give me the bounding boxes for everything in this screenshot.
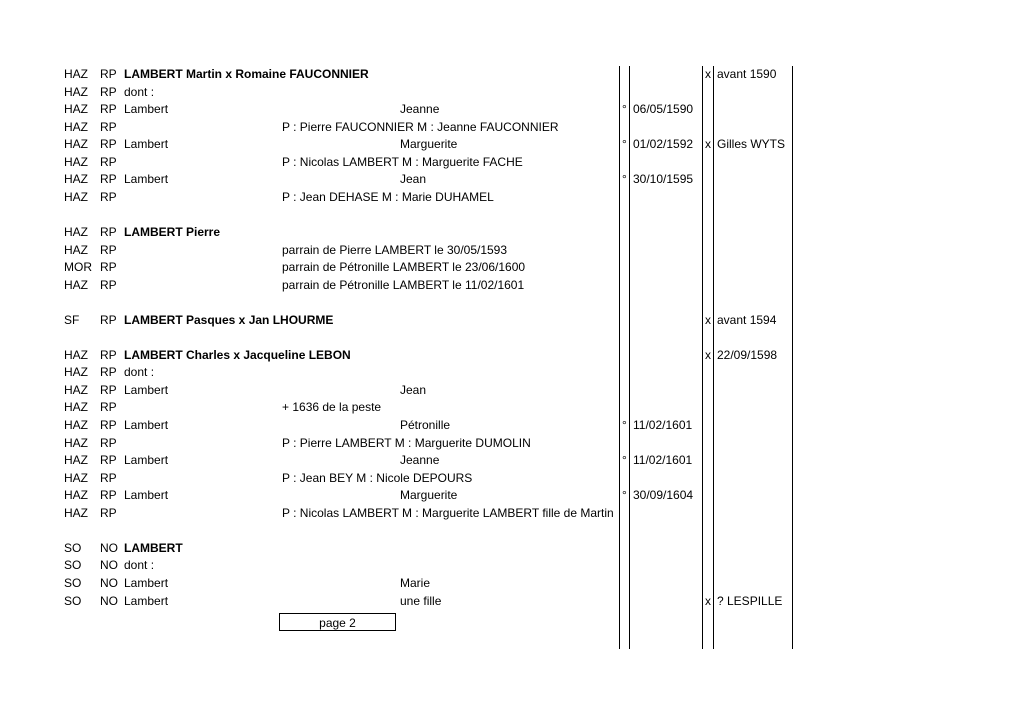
record-marriage-info: ? LESPILLE: [717, 593, 783, 608]
record-name: Lambert: [124, 102, 169, 117]
record-parish: HAZ: [64, 470, 88, 485]
record-row: [0, 487, 1024, 504]
record-name: Lambert: [124, 382, 169, 397]
record-source: RP: [100, 84, 117, 99]
record-source: RP: [100, 312, 117, 327]
record-source: RP: [100, 242, 117, 257]
record-given-name: Pétronille: [400, 418, 451, 432]
record-source: RP: [100, 505, 117, 520]
record-parish: HAZ: [64, 400, 88, 415]
record-parish: HAZ: [64, 453, 88, 468]
record-name: dont :: [124, 365, 155, 380]
record-date: 30/09/1604: [633, 488, 694, 503]
record-name: Lambert: [124, 453, 169, 468]
record-birth-mark: °: [622, 137, 627, 152]
record-source: RP: [100, 488, 117, 503]
record-row: [0, 119, 1024, 136]
record-date: 06/05/1590: [633, 102, 694, 117]
record-note: parrain de Pétronille LAMBERT le 11/02/1601: [282, 277, 525, 292]
record-note: P : Pierre LAMBERT M : Marguerite DUMOLIN: [282, 435, 531, 450]
record-birth-mark: °: [622, 172, 627, 187]
record-row: [0, 540, 1024, 557]
record-given-name: Jean: [400, 172, 427, 187]
record-marriage-mark: x: [705, 347, 711, 362]
record-source: RP: [100, 119, 117, 134]
page-number-box: [279, 613, 396, 631]
record-given-name: Jeanne: [400, 102, 440, 117]
record-row: [0, 505, 1024, 522]
record-parish: HAZ: [64, 154, 88, 169]
record-row: [0, 259, 1024, 276]
record-parish: HAZ: [64, 505, 88, 520]
record-name: Lambert: [124, 575, 169, 590]
record-date: 11/02/1601: [633, 418, 693, 432]
record-name: Lambert: [124, 593, 169, 608]
record-source: RP: [100, 154, 117, 169]
record-given-name: Jeanne: [400, 453, 440, 468]
record-note: P : Jean BEY M : Nicole DEPOURS: [282, 470, 473, 485]
record-row: [0, 557, 1024, 574]
record-parish: SO: [64, 575, 82, 590]
record-marriage-info: avant 1594: [717, 312, 777, 327]
record-name: Lambert: [124, 418, 169, 432]
record-marriage-mark: x: [705, 67, 711, 81]
record-row: [0, 399, 1024, 416]
record-parish: HAZ: [64, 102, 88, 117]
record-row: [0, 277, 1024, 294]
record-parish: HAZ: [64, 347, 88, 362]
record-given-name: Marguerite: [400, 137, 458, 152]
record-name: LAMBERT: [124, 540, 183, 555]
record-birth-mark: °: [622, 453, 627, 468]
record-name: dont :: [124, 558, 155, 573]
record-birth-mark: °: [622, 488, 627, 503]
record-row: [0, 364, 1024, 381]
record-row: [0, 382, 1024, 399]
record-parish: SO: [64, 540, 82, 555]
record-date: 01/02/1592: [633, 137, 694, 152]
record-name: LAMBERT Pasques x Jan LHOURME: [124, 312, 334, 327]
record-parish: HAZ: [64, 84, 88, 99]
record-source: RP: [100, 347, 117, 362]
record-row: [0, 417, 1024, 434]
record-source: RP: [100, 435, 117, 450]
record-parish: HAZ: [64, 189, 88, 204]
record-row: [0, 224, 1024, 241]
record-note: parrain de Pierre LAMBERT le 30/05/1593: [282, 242, 508, 257]
record-marriage-info: avant 1590: [717, 67, 777, 81]
record-marriage-mark: x: [705, 137, 711, 152]
record-row: [0, 189, 1024, 206]
record-parish: HAZ: [64, 418, 88, 432]
record-note: parrain de Pétronille LAMBERT le 23/06/1600: [282, 260, 526, 275]
record-row: [0, 593, 1024, 610]
record-parish: HAZ: [64, 172, 88, 187]
record-row: [0, 452, 1024, 469]
record-row: [0, 136, 1024, 153]
record-source: RP: [100, 277, 117, 292]
record-note: P : Nicolas LAMBERT M : Marguerite LAMBERT fille de Martin: [282, 505, 614, 520]
record-source: NO: [100, 558, 118, 573]
record-birth-mark: °: [622, 102, 627, 117]
record-note: P : Pierre FAUCONNIER M : Jeanne FAUCONNIER: [282, 119, 559, 134]
record-source: RP: [100, 189, 117, 204]
record-parish: HAZ: [64, 382, 88, 397]
record-given-name: une fille: [400, 593, 442, 608]
record-name: Lambert: [124, 488, 169, 503]
record-source: RP: [100, 172, 117, 187]
record-marriage-mark: x: [705, 312, 711, 327]
record-parish: HAZ: [64, 277, 88, 292]
record-parish: HAZ: [64, 435, 88, 450]
record-row: [0, 347, 1024, 364]
record-note: + 1636 de la peste: [282, 400, 382, 415]
record-source: RP: [100, 102, 117, 117]
record-source: RP: [100, 470, 117, 485]
record-source: RP: [100, 418, 117, 432]
record-date: 11/02/1601: [633, 453, 693, 468]
record-marriage-info: 22/09/1598: [717, 347, 778, 362]
record-row: [0, 101, 1024, 118]
record-parish: HAZ: [64, 67, 88, 81]
record-source: RP: [100, 260, 117, 275]
record-row: [0, 470, 1024, 487]
record-source: RP: [100, 137, 117, 152]
page-number: page 2: [319, 616, 356, 630]
record-row: [0, 154, 1024, 171]
record-marriage-info: Gilles WYTS: [717, 137, 786, 152]
record-row: [0, 435, 1024, 452]
record-date: 30/10/1595: [633, 172, 694, 187]
record-parish: HAZ: [64, 119, 88, 134]
record-note: P : Nicolas LAMBERT M : Marguerite FACHE: [282, 154, 523, 169]
record-note: P : Jean DEHASE M : Marie DUHAMEL: [282, 189, 494, 204]
record-name: Lambert: [124, 137, 169, 152]
record-given-name: Marie: [400, 575, 431, 590]
record-name: LAMBERT Pierre: [124, 224, 221, 239]
record-source: RP: [100, 400, 117, 415]
record-marriage-mark: x: [705, 593, 711, 608]
record-row: [0, 84, 1024, 101]
record-row: [0, 575, 1024, 592]
record-name: Lambert: [124, 172, 169, 187]
record-parish: HAZ: [64, 365, 88, 380]
record-given-name: Jean: [400, 382, 427, 397]
record-row: [0, 66, 1024, 83]
record-parish: SF: [64, 312, 80, 327]
record-source: RP: [100, 382, 117, 397]
record-source: RP: [100, 224, 117, 239]
record-source: NO: [100, 593, 118, 608]
record-parish: HAZ: [64, 224, 88, 239]
record-source: NO: [100, 540, 118, 555]
record-given-name: Marguerite: [400, 488, 458, 503]
record-row: [0, 312, 1024, 329]
record-birth-mark: °: [622, 418, 627, 432]
record-row: [0, 171, 1024, 188]
record-source: RP: [100, 67, 117, 81]
record-source: NO: [100, 575, 118, 590]
record-source: RP: [100, 453, 117, 468]
record-name: LAMBERT Martin x Romaine FAUCONNIER: [124, 67, 369, 81]
record-parish: SO: [64, 558, 82, 573]
record-name: dont :: [124, 84, 155, 99]
record-row: [0, 242, 1024, 259]
record-parish: HAZ: [64, 488, 88, 503]
record-parish: HAZ: [64, 242, 88, 257]
record-parish: MOR: [64, 260, 92, 275]
record-parish: HAZ: [64, 137, 88, 152]
record-parish: SO: [64, 593, 82, 608]
record-name: LAMBERT Charles x Jacqueline LEBON: [124, 347, 351, 362]
record-source: RP: [100, 365, 117, 380]
